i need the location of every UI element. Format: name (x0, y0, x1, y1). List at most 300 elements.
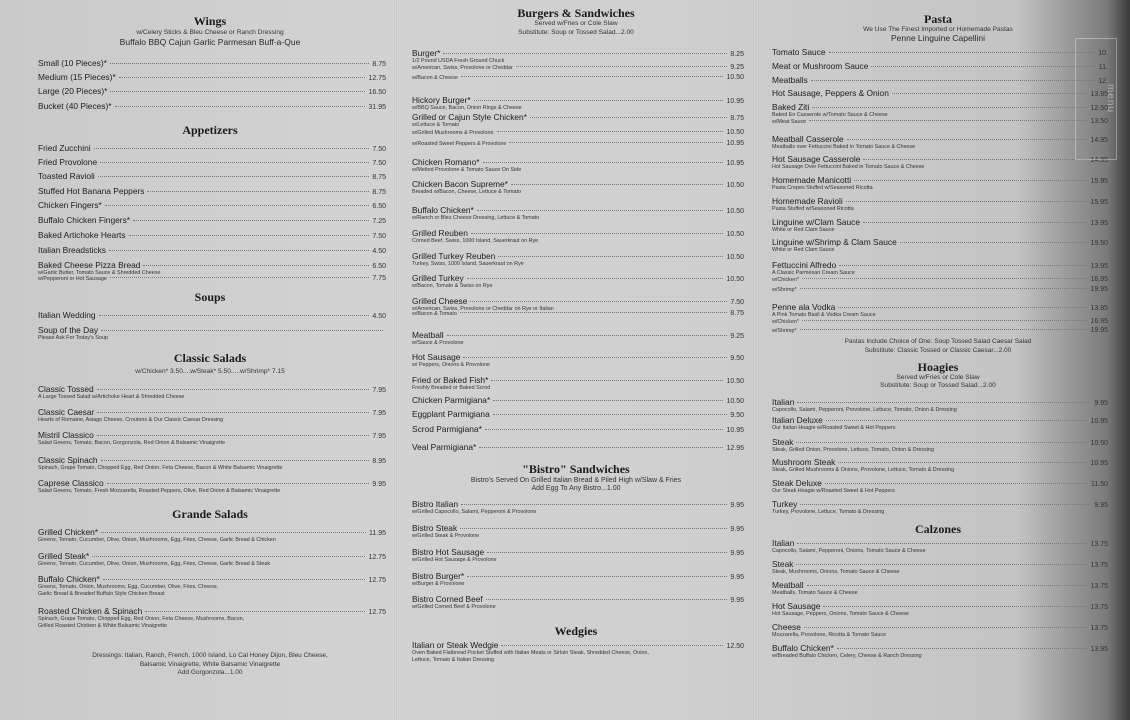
menu-item-price: 16.95 (1090, 276, 1108, 283)
menu-item (772, 237, 1108, 254)
menu-item (38, 230, 386, 240)
dot-leader (147, 191, 369, 192)
menu-item (412, 205, 744, 222)
menu-item-name: Meatball Casserole (772, 134, 844, 144)
menu-item-price: 13.75 (1090, 583, 1108, 590)
menu-item-name: Penne ala Vodka (772, 302, 836, 312)
menu-item-price: 10.50 (726, 208, 744, 215)
menu-item-name: Large (20 Pieces)* (38, 86, 108, 96)
menu-item-name: Scrod Parmigiana* (412, 424, 482, 434)
dot-leader (99, 315, 370, 316)
menu-item-name: Italian or Steak Wedgie (412, 640, 499, 650)
menu-item-description: Oven Baked Flatbread Pocket Stuffed with Italian Meats or Sirloin Steak, Shredded Cheese, Onion, Lettuce, Tomato & Italian Dressing (412, 650, 649, 663)
menu-item-description: Hot Sausage Over Fettuccini Baked in Tomato Sauce & Cheese (772, 164, 925, 170)
menu-item (412, 129, 744, 137)
menu-item-name: Steak Deluxe (772, 478, 822, 488)
dot-leader (97, 412, 369, 413)
menu-item-description: Steak, Grilled Mushrooms & Onions, Provolone, Lettuce, Tomato & Dressing (772, 467, 955, 473)
menu-item-name: Italian Wedding (38, 310, 96, 320)
dot-leader (797, 402, 1091, 403)
menu-item-name: Burger* (412, 48, 441, 58)
menu-item (412, 228, 744, 245)
menu-item (412, 547, 744, 564)
dot-leader (847, 139, 1088, 140)
menu-item-price: 13.75 (1090, 541, 1108, 548)
menu-item-price: 9.95 (730, 526, 744, 533)
menu-item (772, 580, 1108, 597)
menu-item (412, 95, 744, 112)
menu-item-price: 12.75 (368, 577, 386, 584)
menu-item-price: 9.50 (730, 355, 744, 362)
menu-item (38, 143, 386, 153)
menu-item-price: 9.95 (1094, 502, 1108, 509)
menu-item-description: A Pink Tomato Basil & Vodka Cream Sauce (772, 312, 876, 318)
menu-item-name: Chicken Fingers* (38, 200, 102, 210)
dot-leader (807, 585, 1088, 586)
menu-item-price: 13.75 (1090, 562, 1108, 569)
menu-item (772, 61, 1108, 71)
menu-item-description: A Large Tossed Salad w/Artichoke Heart & Shredded Cheese (38, 394, 185, 400)
dot-leader (470, 301, 727, 302)
dot-leader (825, 483, 1088, 484)
section-title-hoagies: Hoagies (917, 360, 959, 374)
menu-item-price: 10.50 (726, 254, 744, 261)
menu-item-description: w/Ranch or Bleu Cheese Dressing, Lettuce & Tomato (412, 215, 540, 221)
menu-item (772, 478, 1108, 495)
menu-item-name: Mushroom Steak (772, 457, 836, 467)
menu-item-name: Fried or Baked Fish* (412, 375, 489, 385)
dot-leader (107, 483, 370, 484)
menu-item (412, 310, 744, 318)
menu-item-name: Hot Sausage (412, 352, 461, 362)
menu-item-name: Small (10 Pieces)* (38, 58, 107, 68)
menu-item-price: 7.25 (372, 218, 386, 225)
menu-item-price: 7.50 (730, 299, 744, 306)
dot-leader (133, 220, 369, 221)
menu-item-name: Cheese (772, 622, 801, 632)
menu-item-price: 9.95 (1094, 400, 1108, 407)
menu-item (772, 415, 1108, 432)
menu-item-name: Italian (772, 538, 795, 548)
menu-item-description: w/Shrimp* (772, 287, 797, 293)
menu-item-name: Italian (772, 397, 795, 407)
menu-item-name: Roasted Chicken & Spinach (38, 606, 143, 616)
menu-item-name: Mistril Classico (38, 430, 94, 440)
menu-item-price: 9.95 (730, 502, 744, 509)
menu-item-name: Stuffed Hot Banana Peppers (38, 186, 145, 196)
menu-item (412, 424, 744, 434)
dot-leader (497, 131, 724, 132)
menu-item-price: 10. (1098, 50, 1108, 57)
dot-leader (511, 184, 724, 185)
section-substitute: Substitute: Soup or Tossed Salad...2.00 (518, 29, 634, 36)
dressings-note: Dressings: Italian, Ranch, French, 1000 Island, Lo Cal Honey Dijon, Bleu Cheese, Balsamic Vinaigrette, White Balsamic Vinaigrette Add Gorgonzola...1.00 (92, 652, 328, 677)
menu-item-name: Hot Sausage (772, 601, 821, 611)
menu-item-price: 10.50 (726, 182, 744, 189)
menu-item (412, 330, 744, 347)
menu-item-description: Salad Greens, Tomato, Bacon, Gorgonzola, Red Onion & Balsamic Vinaigrette (38, 440, 226, 446)
menu-item-name: Bistro Italian (412, 499, 459, 509)
menu-item-name: Hot Sausage Casserole (772, 154, 861, 164)
section-title-wedgies: Wedgies (554, 624, 598, 638)
dot-leader (460, 528, 727, 529)
menu-item-description: White or Red Clam Sauce (772, 227, 835, 233)
menu-item-price: 9.25 (730, 64, 744, 71)
menu-item-name: Chicken Bacon Supreme* (412, 179, 508, 189)
menu-item (772, 286, 1108, 294)
dot-leader (460, 312, 728, 313)
dot-leader (516, 66, 727, 67)
dot-leader (98, 176, 370, 177)
menu-item-price: 10.95 (1090, 460, 1108, 467)
dot-leader (110, 91, 365, 92)
menu-item (772, 457, 1108, 474)
menu-item-price: 10.95 (726, 98, 744, 105)
menu-item-price: 9.95 (372, 481, 386, 488)
dot-leader (797, 543, 1087, 544)
menu-item-name: Eggplant Parmigiana (412, 409, 490, 419)
dot-leader (103, 579, 366, 580)
menu-item (772, 622, 1108, 639)
menu-item-description: w/Shrimp* (772, 328, 797, 334)
menu-item-price: 7.50 (372, 146, 386, 153)
menu-item-price: 12.75 (368, 554, 386, 561)
menu-item-price: 19.50 (1090, 240, 1108, 247)
salad-add-ons: w/Chicken* 3.50....w/Steak* 5.50.....w/Shrimp* 7.15 (135, 368, 285, 375)
dot-leader (101, 532, 366, 533)
menu-item (38, 574, 386, 597)
menu-item-name: Meat or Mushroom Sauce (772, 61, 869, 71)
menu-item-price: 12.75 (368, 609, 386, 616)
menu-item-price: 9.95 (730, 574, 744, 581)
menu-item-description: Salad Greens, Tomato, Fresh Mozzarella, Roasted Peppers, Olive, Red Onion & Balsamic Vinaigrette (38, 488, 281, 494)
menu-item (772, 559, 1108, 576)
menu-item (412, 571, 744, 588)
menu-item-description: 1/2 Pound USDA Fresh Ground Chuck (412, 58, 505, 64)
menu-item (772, 88, 1108, 98)
menu-item (38, 245, 386, 255)
menu-item (412, 442, 744, 452)
menu-item (772, 397, 1108, 414)
menu-item-name: Classic Tossed (38, 384, 94, 394)
dot-leader (900, 242, 1088, 243)
menu-item-price: 9.95 (730, 597, 744, 604)
menu-item (412, 179, 744, 196)
dot-leader (485, 429, 724, 430)
section-subtitle: Served w/Fries or Cole Slaw (534, 20, 618, 27)
menu-item (412, 273, 744, 290)
dot-leader (115, 106, 366, 107)
menu-item-description: A Classic Parmesan Cream Sauce (772, 270, 855, 276)
menu-item-price: 15.95 (1090, 199, 1108, 206)
menu-item-price: 8.75 (372, 174, 386, 181)
menu-item (38, 215, 386, 225)
dot-leader (823, 606, 1087, 607)
menu-item-price: 14.95 (1090, 137, 1108, 144)
menu-item-price: 13.95 (1090, 91, 1108, 98)
menu-item-description: w/Sauce & Provolone (412, 340, 464, 346)
menu-item (772, 601, 1108, 618)
menu-item (38, 186, 386, 196)
dot-leader (811, 80, 1095, 81)
section-subtitle: We Use The Finest Imported or Homemade Pastas (863, 26, 1013, 33)
menu-item-description: w/BBQ Sauce, Bacon, Onion Rings & Cheese (412, 105, 522, 111)
menu-item (772, 154, 1108, 171)
menu-item-name: Classic Caesar (38, 407, 95, 417)
menu-item-description: w/American, Swiss, Provolone or Cheddar (412, 65, 513, 71)
menu-item-price: 19.95 (1090, 286, 1108, 293)
menu-item (38, 275, 386, 283)
menu-item (412, 140, 744, 148)
menu-item-price: 10.50 (726, 378, 744, 385)
menu-item-description: w/Bacon & Cheese (412, 75, 458, 81)
menu-item (412, 352, 744, 369)
menu-item-price: 10.95 (1090, 418, 1108, 425)
menu-item-description: w/Chicken* (772, 319, 799, 325)
menu-item-price: 13.75 (1090, 604, 1108, 611)
menu-item-description: Turkey, Swiss, 1000 Island, Sauerkraut on Rye (412, 261, 524, 267)
menu-item-price: 4.50 (372, 248, 386, 255)
menu-item (38, 551, 386, 568)
menu-item-description: w/Pepperoni or Hot Sausage (38, 276, 107, 282)
menu-item (38, 455, 386, 472)
dot-leader (800, 288, 1088, 289)
dot-leader (837, 648, 1088, 649)
menu-item (38, 101, 386, 111)
menu-item-price: 8.75 (730, 115, 744, 122)
dot-leader (101, 460, 370, 461)
menu-item (38, 527, 386, 544)
dot-leader (812, 107, 1087, 108)
menu-item-price: 7.95 (372, 410, 386, 417)
section-title-burgers: Burgers & Sandwiches (517, 6, 635, 20)
dot-leader (129, 235, 370, 236)
menu-item (772, 302, 1108, 319)
menu-item (38, 430, 386, 447)
menu-item-price: 11.50 (1091, 481, 1108, 488)
dot-leader (854, 180, 1087, 181)
menu-item-price: 13.50 (1090, 118, 1108, 125)
menu-item-name: Linguine w/Clam Sauce (772, 217, 860, 227)
menu-item-name: Bucket (40 Pieces)* (38, 101, 112, 111)
menu-item-description: Freshly Breaded or Baked Scrod (412, 385, 491, 391)
menu-item-description: Steak, Mushrooms, Onions, Tomato Sauce & Cheese (772, 569, 900, 575)
dot-leader (501, 645, 723, 646)
dot-leader (101, 330, 383, 331)
menu-item-price: 10.50 (726, 74, 744, 81)
menu-item (38, 157, 386, 167)
menu-item-price: 9.50 (730, 412, 744, 419)
menu-item (412, 251, 744, 268)
menu-item-description: Corned Beef, Swiss, 1000 Island, Sauerkraut on Rye (412, 238, 539, 244)
menu-item-description: w/Grilled Corned Beef & Provolone (412, 604, 496, 610)
menu-item-description: w/Bacon & Tomato (412, 311, 457, 317)
dot-leader (110, 63, 369, 64)
dot-leader (92, 556, 365, 557)
menu-item-name: Classic Spinach (38, 455, 98, 465)
menu-item-name: Chicken Romano* (412, 157, 480, 167)
menu-item-price: 19.95 (1090, 327, 1108, 334)
dot-leader (491, 380, 723, 381)
dot-leader (463, 357, 727, 358)
menu-item-name: Homemade Manicotti (772, 175, 852, 185)
menu-item-name: Fried Provolone (38, 157, 98, 167)
menu-item-description: Our Italian Hoagie w/Roasted Sweet & Hot Peppers (772, 425, 896, 431)
dot-leader (143, 265, 369, 266)
menu-item-description: w/Meat Sauce (772, 119, 807, 125)
menu-item (772, 102, 1108, 119)
menu-item-price: 16.95 (1090, 318, 1108, 325)
menu-item-price: 12.75 (368, 75, 386, 82)
dot-leader (97, 389, 370, 390)
dot-leader (892, 93, 1088, 94)
menu-item-name: Meatball (412, 330, 444, 340)
menu-item (412, 64, 744, 72)
menu-item-name: Turkey (772, 499, 798, 509)
menu-item-name: Grilled Reuben (412, 228, 468, 238)
dot-leader (802, 320, 1088, 321)
menu-item-price: 9.95 (730, 550, 744, 557)
menu-item-name: Hickory Burger* (412, 95, 471, 105)
dot-leader (838, 462, 1087, 463)
section-title-calzones: Calzones (915, 522, 961, 536)
dot-leader (119, 77, 366, 78)
pasta-note: Pastas Include Choice of One: Soup Tossed Salad Caesar Salad Substitute: Classic Tossed or Classic Caesar...2.00 (844, 338, 1032, 354)
menu-item-name: Meatball (772, 580, 804, 590)
menu-item-name: Homemade Ravioli (772, 196, 843, 206)
menu-item-price: 13.95 (1090, 263, 1108, 270)
menu-item-name: Veal Parmigiana* (412, 442, 477, 452)
section-subtitle: w/Celery Sticks & Bleu Cheese or Ranch Dressing (136, 29, 284, 36)
section-title-bistro: "Bistro" Sandwiches (522, 462, 630, 476)
menu-item (38, 72, 386, 82)
menu-item (772, 260, 1108, 277)
dot-leader (145, 611, 365, 612)
menu-item (412, 409, 744, 419)
dot-leader (447, 335, 728, 336)
menu-item (412, 157, 744, 174)
menu-item-price: 6.50 (372, 263, 386, 270)
menu-item-price: 13.95 (1090, 220, 1108, 227)
dot-leader (800, 329, 1088, 330)
menu-item (412, 375, 744, 392)
menu-item-price: 8.75 (372, 61, 386, 68)
menu-item-price: 13.75 (1090, 625, 1108, 632)
menu-item-description: w/Grilled Hot Sausage & Provolone (412, 557, 497, 563)
dot-leader (839, 265, 1087, 266)
section-title-soups: Soups (194, 290, 226, 304)
menu-item-description: Baked En Casserole w/Tomato Sauce & Cheese (772, 112, 888, 118)
menu-item-price: 8.95 (372, 458, 386, 465)
dot-leader (110, 277, 369, 278)
dot-leader (796, 564, 1087, 565)
menu-item-name: Grilled Cheese (412, 296, 468, 306)
menu-item (412, 499, 744, 516)
menu-item-name: Italian Deluxe (772, 415, 823, 425)
page-fold (394, 0, 397, 720)
menu-item-name: Buffalo Chicken* (772, 643, 834, 653)
menu-item (772, 217, 1108, 234)
menu-item (38, 171, 386, 181)
menu-item-price: 16.50 (368, 89, 386, 96)
menu-item-description: w/Breaded Buffalo Chicken, Celery, Cheese & Ranch Dressing (772, 653, 922, 659)
menu-item-name: Fettuccini Alfredo (772, 260, 837, 270)
dot-leader (97, 435, 370, 436)
menu-item-description: w/Garlic Butter, Tomato Sauce & Shredded Cheese (38, 270, 161, 276)
watermark-logo: menu (1075, 38, 1117, 160)
menu-item (772, 499, 1108, 516)
menu-item-description: Mozzarella, Provolone, Ricotta & Tomato Sauce (772, 632, 887, 638)
dot-leader (493, 400, 723, 401)
menu-item (38, 58, 386, 68)
menu-item-description: Our Steak Hoagie w/Roasted Sweet & Hot Peppers (772, 488, 895, 494)
menu-item (412, 74, 744, 82)
section-title-classic-salads: Classic Salads (173, 351, 247, 365)
menu-item-name: Baked Artichoke Hearts (38, 230, 126, 240)
menu-item-price: 10.50 (726, 398, 744, 405)
menu-item (772, 437, 1108, 454)
menu-item-price: 10.95 (726, 427, 744, 434)
dot-leader (471, 233, 724, 234)
menu-item-name: Grilled Chicken* (38, 527, 99, 537)
menu-item-price: 8.75 (372, 189, 386, 196)
menu-item-price: 7.75 (372, 275, 386, 282)
dot-leader (94, 148, 370, 149)
menu-item-description: Greens, Tomato, Cucumber, Olive, Onion, Mushrooms, Egg, Fries, Cheese, Garlic Bread & Chicken (38, 537, 276, 543)
menu-item-name: Fried Zucchini (38, 143, 91, 153)
dot-leader (100, 162, 369, 163)
menu-item (38, 325, 386, 342)
menu-item-description: w/American, Swiss, Provolone or Cheddar on Rye or Italian (412, 306, 554, 312)
dot-leader (863, 222, 1087, 223)
menu-item-description: w/Grilled Mushrooms & Provolone (412, 130, 494, 136)
dot-leader (829, 52, 1096, 53)
menu-item-description: w/Lettuce & Tomato (412, 122, 460, 128)
menu-item-price: 11.95 (369, 530, 386, 537)
menu-item-name: Bistro Burger* (412, 571, 465, 581)
menu-item (38, 606, 386, 629)
menu-item-price: 10.50 (726, 231, 744, 238)
dot-leader (509, 142, 723, 143)
menu-item-name: Medium (15 Pieces)* (38, 72, 116, 82)
menu-item (412, 395, 744, 405)
menu-item-price: 10.50 (726, 276, 744, 283)
menu-item-description: Steak, Grilled Onion, Provolone, Lettuce, Tomato, Onion & Dressing (772, 447, 935, 453)
dot-leader (493, 414, 728, 415)
menu-item-price: 12. (1098, 78, 1108, 85)
menu-item-name: Tomato Sauce (772, 47, 826, 57)
menu-item-description: w/Chicken* (772, 277, 799, 283)
menu-item-description: Please Ask For Today's Soup (38, 335, 108, 341)
menu-item-description: Capocollo, Salami, Pepperoni, Onions, Tomato Sauce & Cheese (772, 548, 926, 554)
menu-item-description: w/Grilled Capocollo, Salami, Pepperoni & Provolone (412, 509, 537, 515)
menu-item-name: Meatballs (772, 75, 808, 85)
menu-item-price: 8.25 (730, 51, 744, 58)
bistro-subtitle: Bistro's Served On Grilled Italian Bread & Piled High w/Slaw & Fries Add Egg To Any Bistro...1.00 (470, 477, 682, 492)
menu-item (772, 196, 1108, 213)
pasta-types: Penne Linguine Capellini (890, 33, 986, 43)
menu-item-name: Bistro Hot Sausage (412, 547, 485, 557)
menu-item-description: White or Red Clam Sauce (772, 247, 835, 253)
menu-item-description: Capocollo, Salami, Pepperoni, Provolone, Lettuce, Tomato, Onion & Dressing (772, 407, 957, 413)
menu-item (412, 594, 744, 611)
menu-item-price: 10.95 (726, 160, 744, 167)
dot-leader (800, 504, 1091, 505)
menu-item (772, 327, 1108, 335)
dot-leader (483, 162, 724, 163)
menu-item-name: Linguine w/Shrimp & Clam Sauce (772, 237, 897, 247)
menu-item-price: 12.50 (726, 643, 744, 650)
